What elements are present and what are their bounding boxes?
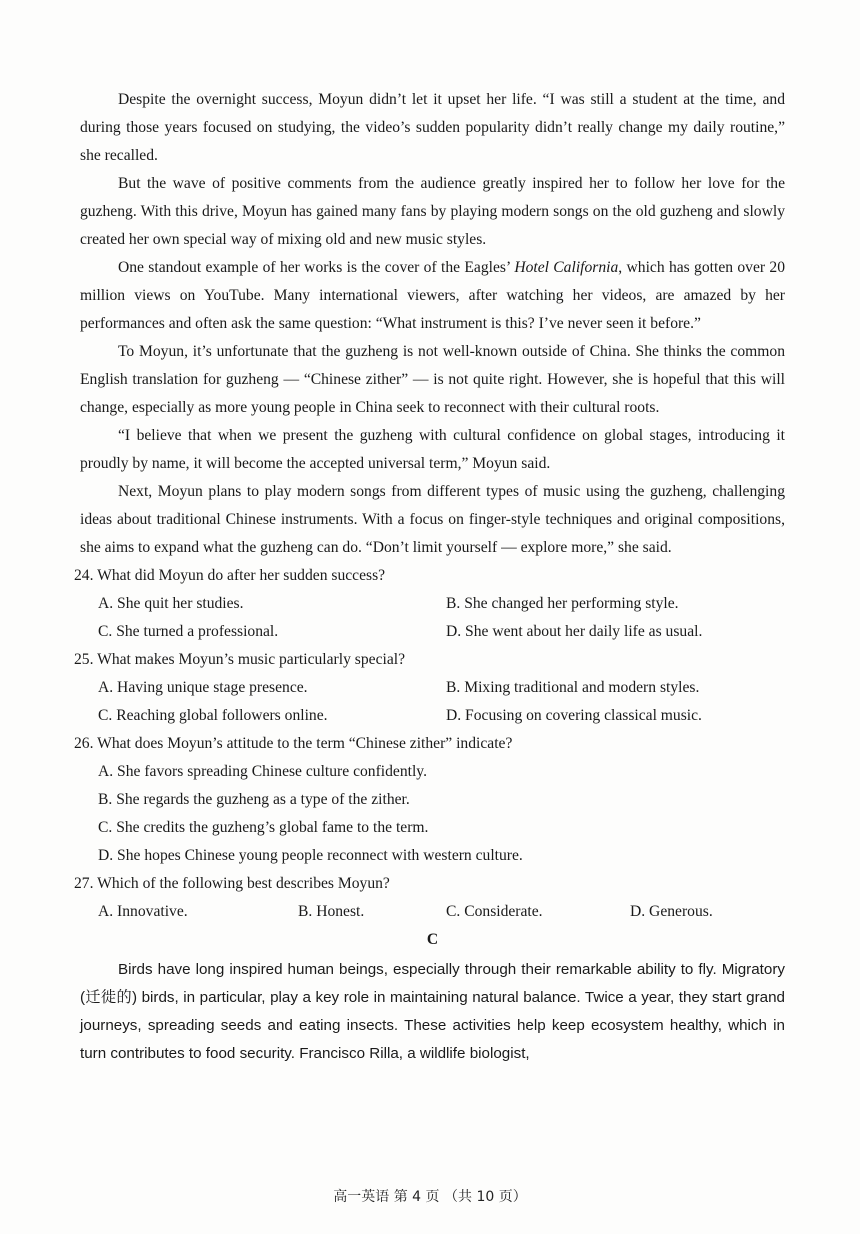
question-25-options xyxy=(98,674,785,730)
paragraph-text-before: One standout example of her works is the cover of the Eagles’ xyxy=(118,259,515,276)
passage-b-paragraph-3 xyxy=(80,254,785,338)
paragraph-text-after: , which has gotten over 20 million views on YouTube. Many international viewers, after watching her videos, are amazed by her performances and often ask the same question: “What instrument is this? I’ve never seen it before.” xyxy=(80,259,785,332)
question-24-option-d: D. She went about her daily life as usual. xyxy=(446,623,703,640)
passage-c xyxy=(80,956,785,1068)
question-25-option-d: D. Focusing on covering classical music. xyxy=(446,707,702,724)
question-24-option-c: C. She turned a professional. xyxy=(98,623,279,640)
page-footer: 高一英语 第 4 页 （共 10 页） xyxy=(333,1189,527,1205)
question-25-stem: 25. What makes Moyun’s music particularly special? xyxy=(74,651,405,668)
song-title: Hotel California xyxy=(514,259,619,276)
question-24-options xyxy=(98,590,785,646)
passage-b-paragraph-1: Despite the overnight success, Moyun didn’t let it upset her life. “I was still a student at the time, and during those years focused on studying, the video’s sudden popularity didn’t really change my daily routine,” she recalled. xyxy=(80,91,785,164)
question-26-option-d: D. She hopes Chinese young people reconnect with western culture. xyxy=(98,847,523,864)
question-24-stem: 24. What did Moyun do after her sudden success? xyxy=(74,567,386,584)
question-27-stem: 27. Which of the following best describes Moyun? xyxy=(74,875,390,892)
page-content xyxy=(74,86,785,1068)
question-26-option-c: C. She credits the guzheng’s global fame to the term. xyxy=(98,819,429,836)
passage-b-paragraph-2: But the wave of positive comments from the audience greatly inspired her to follow her love for the guzheng. With this drive, Moyun has gained many fans by playing modern songs on the old guzheng and slowly created her own special way of mixing old and new music styles. xyxy=(80,175,785,248)
passage-c-paragraph-1: Birds have long inspired human beings, especially through their remarkable ability to fly. Migratory (迁徙的) birds, in particular, play a key role in maintaining natural balance. Twice a year, they start grand journeys, spreading seeds and eating insects. These activities help keep ecosystem healthy, which in turn contributes to food security. Francisco Rilla, a wildlife biologist, xyxy=(80,961,785,1062)
question-24-option-a: A. She quit her studies. xyxy=(98,595,244,612)
question-26-option-b: B. She regards the guzheng as a type of the zither. xyxy=(98,791,410,808)
question-26-options xyxy=(98,758,785,870)
question-27-option-b: B. Honest. xyxy=(298,903,365,920)
passage-b-paragraph-6: Next, Moyun plans to play modern songs from different types of music using the guzheng, challenging ideas about traditional Chinese instruments. With a focus on finger-style techniques and original compositions, she aims to expand what the guzheng can do. “Don’t limit yourself — explore more,” she said. xyxy=(80,483,785,556)
question-26-stem: 26. What does Moyun’s attitude to the term “Chinese zither” indicate? xyxy=(74,735,513,752)
passage-b-paragraph-5: “I believe that when we present the guzheng with cultural confidence on global stages, introducing it proudly by name, it will become the accepted universal term,” Moyun said. xyxy=(80,427,785,472)
question-27-option-c: C. Considerate. xyxy=(446,903,543,920)
question-25-option-b: B. Mixing traditional and modern styles. xyxy=(446,679,700,696)
question-27-options xyxy=(98,898,785,926)
passage-c-heading: C xyxy=(426,931,439,948)
question-25-option-a: A. Having unique stage presence. xyxy=(98,679,308,696)
question-25-option-c: C. Reaching global followers online. xyxy=(98,707,328,724)
question-26-option-a: A. She favors spreading Chinese culture confidently. xyxy=(98,763,427,780)
question-27-option-d: D. Generous. xyxy=(630,903,713,920)
question-27-option-a: A. Innovative. xyxy=(98,903,188,920)
question-24-option-b: B. She changed her performing style. xyxy=(446,595,679,612)
passage-b-paragraph-4: To Moyun, it’s unfortunate that the guzheng is not well-known outside of China. She thinks the common English translation for guzheng — “Chinese zither” — is not quite right. However, she is hopeful that this will change, especially as more young people in China seek to reconnect with their cultural roots. xyxy=(80,343,785,416)
